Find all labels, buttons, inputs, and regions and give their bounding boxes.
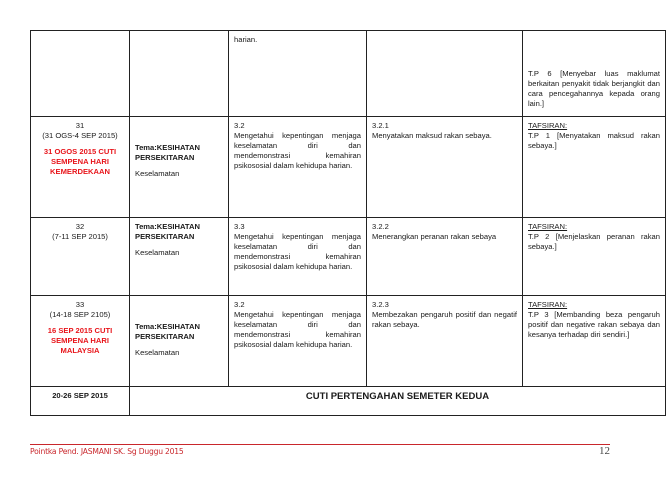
standard-code: 3.2 <box>234 300 245 309</box>
week-number: 32 <box>75 222 85 231</box>
learning-text: Membezakan pengaruh positif dan negatif rakan sebaya. <box>372 310 517 330</box>
learning-code: 3.2.3 <box>372 300 389 309</box>
learning-code: 3.2.2 <box>372 222 389 231</box>
tafsiran-text: T.P 3 [Membanding beza pengaruh positif dan negative rakan sebaya dan kesanya terhadap diri sendiri.] <box>528 310 660 340</box>
holiday-note: 16 SEP 2015 CUTI SEMPENA HARI MALAYSIA <box>47 326 113 356</box>
theme-title: Tema:KESIHATAN PERSEKITARAN <box>135 143 200 163</box>
table-row <box>31 296 666 387</box>
lesson-plan-table <box>30 30 666 416</box>
theme-cell <box>130 117 229 218</box>
theme-subtitle: Keselamatan <box>135 169 180 179</box>
learning-cell <box>367 31 523 117</box>
standard-text: harian. <box>234 35 258 44</box>
tafsiran-text: T.P 6 [Menyebar luas maklumat berkaitan penyakit tidak berjangkit dan cara pencegahannya kepada orang lain.] <box>528 69 660 109</box>
week-dates: (7-11 SEP 2015) <box>52 232 108 242</box>
theme-cell <box>130 296 229 387</box>
week-dates: (31 OGS-4 SEP 2015) <box>42 131 118 141</box>
break-dates-cell: 20-26 SEP 2015 <box>31 387 130 416</box>
page-footer <box>30 444 610 461</box>
standard-text: Mengetahui kepentingan menjaga keselamatan diri dan mendemonstrasi kemahiran psikososial dalam kehidupa harian. <box>234 310 361 350</box>
learning-cell <box>367 117 523 218</box>
theme-cell <box>130 31 229 117</box>
tafsiran-cell <box>523 296 666 387</box>
week-dates: (14-18 SEP 2105) <box>49 310 111 320</box>
tafsiran-cell <box>523 117 666 218</box>
standard-text: Mengetahui kepentingan menjaga keselamatan diri dan mendemonstrasi kemahiran psikososial dalam kehidupa harian. <box>234 131 361 171</box>
theme-title: Tema:KESIHATAN PERSEKITARAN <box>135 322 200 342</box>
learning-text: Menyatakan maksud rakan sebaya. <box>372 131 492 141</box>
footer-text: Pointka Pend. JASMANI SK. Sg Duggu 2015 <box>30 447 184 456</box>
theme-subtitle: Keselamatan <box>135 248 180 258</box>
theme-cell <box>130 218 229 296</box>
theme-subtitle: Keselamatan <box>135 348 180 358</box>
table-row <box>31 387 666 416</box>
tafsiran-text: T.P 2 [Menjelaskan peranan rakan sebaya.] <box>528 232 660 252</box>
week-cell <box>31 218 130 296</box>
table-row <box>31 117 666 218</box>
theme-title: Tema:KESIHATAN PERSEKITARAN <box>135 222 200 242</box>
break-label: CUTI PERTENGAHAN SEMETER KEDUA <box>130 387 666 416</box>
standard-text: Mengetahui kepentingan menjaga keselamatan diri dan mendemonstrasi kemahiran psikososial dalam kehidupa harian. <box>234 232 361 272</box>
week-cell <box>31 31 130 117</box>
week-number: 31 <box>75 121 85 130</box>
standard-code: 3.2 <box>234 121 245 130</box>
tafsiran-label: TAFSIRAN: <box>528 121 568 130</box>
standard-cell <box>229 296 367 387</box>
standard-cell <box>229 117 367 218</box>
tafsiran-cell <box>523 218 666 296</box>
table-row <box>31 31 666 117</box>
tafsiran-label: TAFSIRAN: <box>528 300 568 309</box>
learning-cell <box>367 296 523 387</box>
week-number: 33 <box>75 300 85 309</box>
tafsiran-label: TAFSIRAN: <box>528 222 568 231</box>
holiday-note: 31 OGOS 2015 CUTI SEMPENA HARI KEMERDEKAAN <box>43 147 117 177</box>
table-row <box>31 218 666 296</box>
week-cell <box>31 296 130 387</box>
tafsiran-text: T.P 1 [Menyatakan maksud rakan sebaya.] <box>528 131 660 151</box>
learning-code: 3.2.1 <box>372 121 389 130</box>
learning-text: Menerangkan peranan rakan sebaya <box>372 232 497 242</box>
tafsiran-cell <box>523 31 666 117</box>
week-cell <box>31 117 130 218</box>
learning-cell <box>367 218 523 296</box>
standard-cell <box>229 218 367 296</box>
standard-code: 3.3 <box>234 222 245 231</box>
standard-cell <box>229 31 367 117</box>
page-number: 12 <box>599 445 610 457</box>
